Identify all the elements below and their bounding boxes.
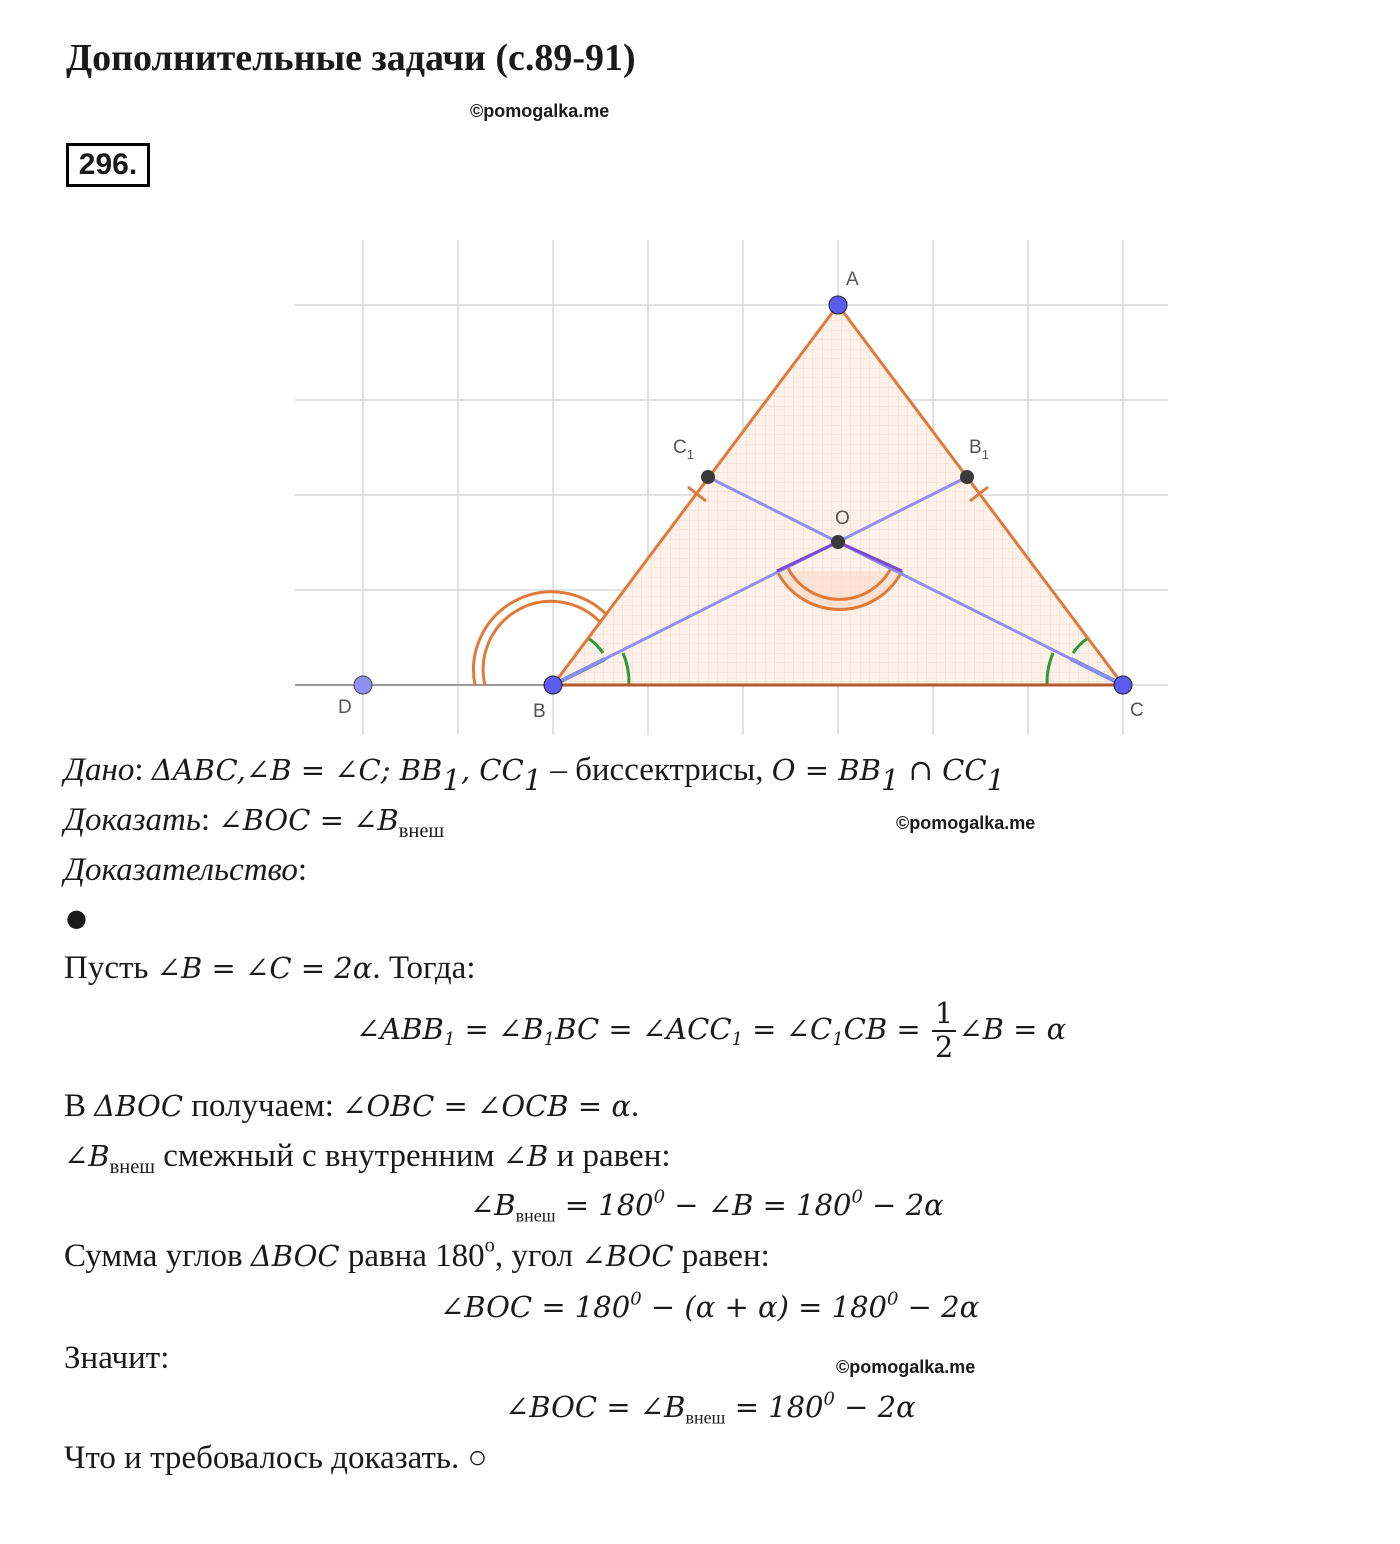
given-line: Дано: ΔABC,∠B = ∠C; $BB_1$, $CC_1$ – биссектрисы, $O = BB_1$ ∩ $CC_1$	[64, 752, 1005, 798]
point-o	[831, 535, 845, 549]
proof-line-1: Пусть ∠B = ∠C = 2α. Тогда:	[64, 950, 476, 986]
equation-2: $\angle B_{внеш} = 180^0$ − ∠B = $180^0 - 2\alpha$	[470, 1186, 944, 1226]
proof-label: Доказательство:	[64, 852, 308, 888]
page-title: Дополнительные задачи (с.89-91)	[66, 37, 636, 79]
problem-number: 296.	[66, 143, 150, 187]
label-d: D	[338, 697, 352, 718]
watermark: ©pomogalka.me	[470, 101, 610, 121]
proof-line-2: В ΔBOC получаем: ∠OBC = ∠OCB = α.	[64, 1088, 640, 1124]
conclusion: Что и требовалось доказать. ○	[64, 1440, 488, 1476]
label-c1: $C_1$	[673, 437, 694, 462]
point-c	[1114, 676, 1132, 694]
point-b1	[960, 470, 974, 484]
proof-line-5: Значит:	[64, 1340, 170, 1376]
point-b	[544, 676, 562, 694]
proof-line-3: $\angle B_{внеш}$ смежный с внутренним ∠B и равен:	[64, 1138, 671, 1179]
label-o: O	[835, 508, 850, 529]
point-a	[829, 296, 847, 314]
equation-4: ∠BOC = $\angle B_{внеш} = 180^0 - 2\alpha$	[505, 1388, 916, 1428]
point-d	[354, 676, 372, 694]
label-b: B	[533, 701, 546, 722]
label-c: C	[1130, 700, 1144, 721]
fraction-half: $\frac{1}{2}$	[932, 998, 956, 1064]
bullet: ●	[66, 904, 87, 932]
watermark: ©pomogalka.me	[836, 1357, 976, 1377]
geometry-figure	[290, 235, 1180, 735]
label-a: A	[846, 269, 859, 290]
equation-1: $\angle ABB_1$ = $\angle B_1BC$ = $\angle ACC_1$ = $\angle C_1CB$ = $\frac{1}{2}$ ∠B = α	[356, 996, 1067, 1064]
point-c1	[701, 470, 715, 484]
label-b1: $B_1$	[969, 437, 989, 462]
prove-line: Доказать: ∠BOC = $\angle B_{внеш}$	[64, 802, 445, 843]
watermark: ©pomogalka.me	[896, 813, 1036, 833]
proof-line-4: Сумма углов ΔBOC равна 180$^o$, угол ∠BOC равен:	[64, 1234, 770, 1274]
equation-3: ∠BOC = $180^0 - (\alpha + \alpha) = 180^0 - 2\alpha$	[440, 1288, 980, 1324]
